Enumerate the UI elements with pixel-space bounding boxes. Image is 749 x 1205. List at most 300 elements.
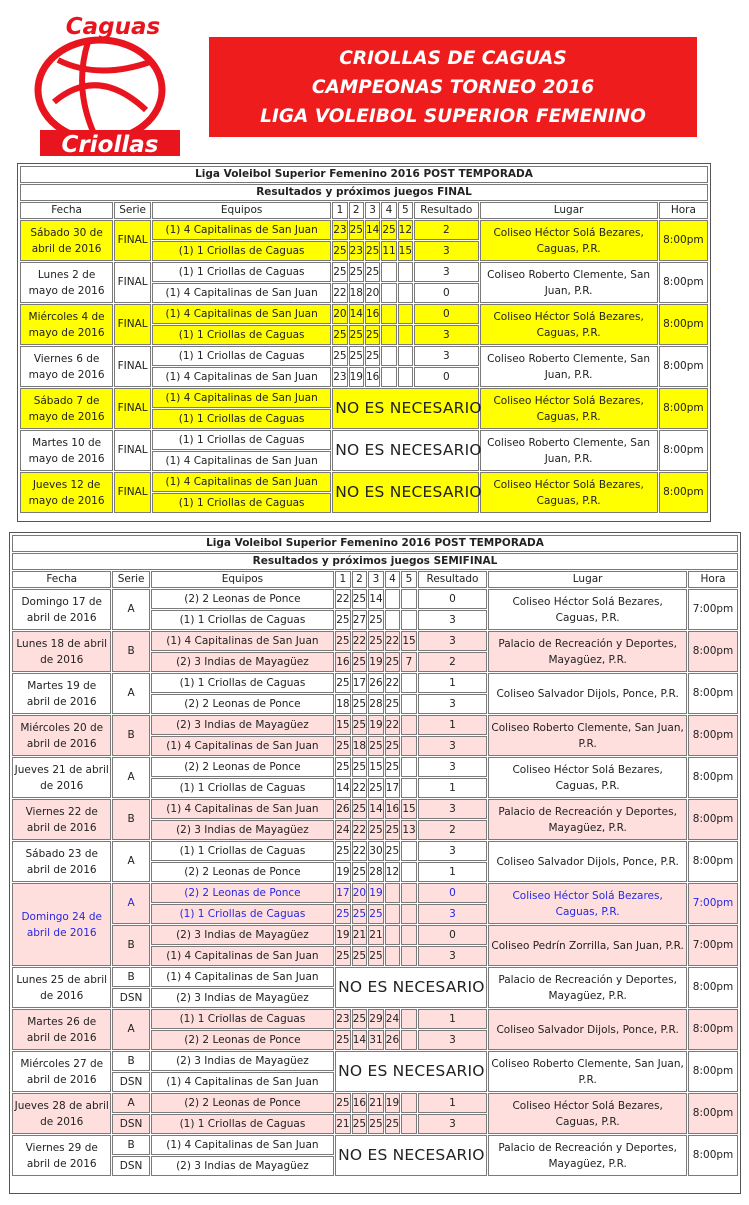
table-row (12, 589, 738, 609)
table-row (20, 220, 708, 240)
set-score: 14 (365, 220, 380, 240)
not-necessary-label: NO ES NECESARIO (332, 430, 478, 471)
team-name: (1) 1 Criollas de Caguas (151, 673, 334, 693)
team-name: (1) 4 Capitalinas de San Juan (151, 736, 334, 756)
set-score (401, 589, 417, 609)
team-name: (1) 4 Capitalinas de San Juan (151, 967, 334, 987)
final-subtitle: Resultados y próximos juegos FINAL (20, 184, 708, 201)
game-series: A (112, 757, 149, 798)
set-score: 21 (352, 925, 368, 945)
set-score: 25 (349, 325, 364, 345)
set-score: 25 (352, 862, 368, 882)
venue: Coliseo Roberto Clemente, San Juan, P.R. (488, 1051, 687, 1092)
col-equipos: Equipos (152, 202, 331, 219)
game-series: A (112, 589, 149, 630)
set-score (401, 1093, 417, 1113)
team-name: (1) 1 Criollas de Caguas (152, 493, 331, 513)
game-date: Lunes 18 de abril de 2016 (12, 631, 111, 672)
set-score: 25 (332, 325, 347, 345)
set-score (398, 325, 413, 345)
set-score (381, 346, 396, 366)
banner-line-3: LIGA VOLEIBOL SUPERIOR FEMENINO (260, 106, 646, 127)
match-result: 3 (418, 736, 487, 756)
match-result: 0 (414, 304, 479, 324)
table-row (12, 673, 738, 693)
set-score: 22 (352, 631, 368, 651)
game-series-dsn: DSN (112, 1072, 149, 1092)
logo-top-text: Caguas (65, 14, 161, 40)
match-result: 3 (418, 610, 487, 630)
venue: Coliseo Héctor Solá Bezares, Caguas, P.R. (480, 220, 658, 261)
set-score: 25 (365, 346, 380, 366)
team-name: (1) 1 Criollas de Caguas (151, 1009, 334, 1029)
game-time: 8:00pm (688, 757, 738, 798)
game-series-dsn: DSN (112, 1156, 149, 1176)
match-result: 3 (418, 1114, 487, 1134)
game-series: A (112, 673, 149, 714)
match-result: 3 (414, 241, 479, 261)
set-score: 22 (385, 631, 401, 651)
game-date: Viernes 22 de abril de 2016 (12, 799, 111, 840)
set-score (385, 925, 401, 945)
set-score: 14 (335, 778, 351, 798)
set-score: 25 (365, 262, 380, 282)
logo-bottom-text: Criollas (61, 132, 159, 158)
set-score (401, 673, 417, 693)
set-score: 25 (352, 946, 368, 966)
set-score: 25 (335, 610, 351, 630)
table-row (20, 388, 708, 408)
set-score: 25 (368, 610, 384, 630)
team-name: (2) 3 Indias de Mayagüez (151, 1051, 334, 1071)
set-score: 25 (381, 220, 396, 240)
game-time: 8:00pm (688, 673, 738, 714)
set-score: 25 (385, 736, 401, 756)
set-score: 25 (352, 1114, 368, 1134)
not-necessary-label: NO ES NECESARIO (332, 388, 478, 429)
set-score: 16 (365, 367, 380, 387)
table-row (12, 1093, 738, 1113)
game-series: B (112, 1051, 149, 1071)
team-name: (1) 4 Capitalinas de San Juan (151, 1135, 334, 1155)
team-name: (2) 2 Leonas de Ponce (151, 757, 334, 777)
set-score: 23 (349, 241, 364, 261)
set-score: 25 (385, 820, 401, 840)
team-name: (2) 2 Leonas de Ponce (151, 589, 334, 609)
set-score: 23 (332, 220, 347, 240)
set-score: 25 (349, 262, 364, 282)
set-score: 20 (352, 883, 368, 903)
set-score: 25 (368, 631, 384, 651)
col-set-2: 2 (352, 571, 368, 588)
set-score: 30 (368, 841, 384, 861)
team-name: (1) 4 Capitalinas de San Juan (152, 451, 331, 471)
game-date: Lunes 2 de mayo de 2016 (20, 262, 113, 303)
col-set-5: 5 (401, 571, 417, 588)
venue: Coliseo Salvador Dijols, Ponce, P.R. (488, 673, 687, 714)
set-score: 25 (385, 757, 401, 777)
set-score: 25 (352, 694, 368, 714)
set-score (401, 946, 417, 966)
set-score (385, 946, 401, 966)
set-score (401, 715, 417, 735)
set-score: 19 (368, 883, 384, 903)
banner-line-1: CRIOLLAS DE CAGUAS (339, 48, 567, 69)
set-score (381, 304, 396, 324)
set-score (401, 1030, 417, 1050)
match-result: 0 (418, 925, 487, 945)
set-score: 16 (385, 799, 401, 819)
match-result: 1 (418, 862, 487, 882)
set-score: 21 (368, 925, 384, 945)
game-time: 8:00pm (688, 799, 738, 840)
col-set-2: 2 (349, 202, 364, 219)
set-score: 25 (385, 694, 401, 714)
set-score: 25 (368, 1114, 384, 1134)
col-resultado: Resultado (414, 202, 479, 219)
col-set-3: 3 (365, 202, 380, 219)
table-row (12, 1051, 738, 1071)
table-row (12, 925, 738, 945)
set-score (398, 283, 413, 303)
game-date: Sábado 30 de abril de 2016 (20, 220, 113, 261)
team-name: (1) 4 Capitalinas de San Juan (152, 220, 331, 240)
venue: Coliseo Héctor Solá Bezares, Caguas, P.R. (480, 304, 658, 345)
table-row (12, 715, 738, 735)
venue: Coliseo Héctor Solá Bezares, Caguas, P.R. (488, 883, 687, 924)
table-row (12, 799, 738, 819)
venue: Palacio de Recreación y Deportes, Mayagüez, P.R. (488, 1135, 687, 1176)
set-score: 22 (335, 589, 351, 609)
game-date: Domingo 24 de abril de 2016 (12, 883, 111, 966)
col-equipos: Equipos (151, 571, 334, 588)
set-score: 14 (368, 799, 384, 819)
table-row (12, 1135, 738, 1155)
set-score: 25 (352, 715, 368, 735)
team-name: (2) 3 Indias de Mayagüez (151, 652, 334, 672)
set-score: 19 (385, 1093, 401, 1113)
game-date: Miércoles 20 de abril de 2016 (12, 715, 111, 756)
venue: Coliseo Pedrín Zorrilla, San Juan, P.R. (488, 925, 687, 966)
table-row (12, 757, 738, 777)
match-result: 3 (414, 346, 479, 366)
set-score (401, 862, 417, 882)
game-time: 8:00pm (688, 1093, 738, 1134)
game-time: 8:00pm (659, 262, 708, 303)
game-time: 8:00pm (659, 388, 708, 429)
set-score: 25 (335, 841, 351, 861)
match-result: 3 (418, 694, 487, 714)
set-score (385, 883, 401, 903)
set-score: 25 (335, 1093, 351, 1113)
set-score: 11 (381, 241, 396, 261)
team-name: (1) 1 Criollas de Caguas (151, 841, 334, 861)
set-score: 16 (335, 652, 351, 672)
set-score: 25 (368, 904, 384, 924)
set-score: 19 (349, 367, 364, 387)
game-date: Domingo 17 de abril de 2016 (12, 589, 111, 630)
team-name: (2) 3 Indias de Mayagüez (151, 988, 334, 1008)
venue: Palacio de Recreación y Deportes, Mayagüez, P.R. (488, 799, 687, 840)
match-result: 0 (414, 283, 479, 303)
set-score: 25 (352, 904, 368, 924)
not-necessary-label: NO ES NECESARIO (335, 1135, 487, 1176)
set-score (401, 841, 417, 861)
set-score (401, 883, 417, 903)
set-score: 15 (335, 715, 351, 735)
game-series: FINAL (114, 262, 151, 303)
set-score: 22 (385, 715, 401, 735)
match-result: 1 (418, 1009, 487, 1029)
set-score: 25 (349, 346, 364, 366)
set-score: 7 (401, 652, 417, 672)
game-date: Jueves 12 de mayo de 2016 (20, 472, 113, 513)
set-score: 25 (368, 946, 384, 966)
set-score: 29 (368, 1009, 384, 1029)
set-score: 27 (352, 610, 368, 630)
set-score: 14 (368, 589, 384, 609)
set-score: 19 (335, 925, 351, 945)
semifinal-schedule-table (11, 534, 739, 1177)
col-hora: Hora (659, 202, 708, 219)
set-score: 28 (368, 694, 384, 714)
team-name: (1) 4 Capitalinas de San Juan (151, 1072, 334, 1092)
set-score (401, 694, 417, 714)
game-time: 8:00pm (688, 967, 738, 1008)
set-score: 25 (352, 799, 368, 819)
game-series: B (112, 967, 149, 987)
team-name: (1) 4 Capitalinas de San Juan (151, 799, 334, 819)
venue: Palacio de Recreación y Deportes, Mayagüez, P.R. (488, 967, 687, 1008)
game-series: FINAL (114, 472, 151, 513)
game-series-dsn: DSN (112, 988, 149, 1008)
set-score: 21 (335, 1114, 351, 1134)
game-date: Martes 19 de abril de 2016 (12, 673, 111, 714)
team-name: (1) 1 Criollas de Caguas (152, 325, 331, 345)
volleyball-icon (38, 40, 162, 140)
team-name: (2) 3 Indias de Mayagüez (151, 1156, 334, 1176)
team-name: (1) 1 Criollas de Caguas (152, 262, 331, 282)
set-score: 25 (368, 736, 384, 756)
set-score (398, 367, 413, 387)
set-score (381, 262, 396, 282)
set-score: 17 (335, 883, 351, 903)
team-name: (1) 4 Capitalinas de San Juan (151, 946, 334, 966)
venue: Coliseo Héctor Solá Bezares, Caguas, P.R. (480, 472, 658, 513)
match-result: 3 (418, 841, 487, 861)
venue: Coliseo Héctor Solá Bezares, Caguas, P.R. (488, 589, 687, 630)
team-name: (2) 2 Leonas de Ponce (151, 694, 334, 714)
match-result: 1 (418, 1093, 487, 1113)
set-score: 18 (352, 736, 368, 756)
set-score: 17 (352, 673, 368, 693)
venue: Coliseo Salvador Dijols, Ponce, P.R. (488, 1009, 687, 1050)
set-score: 25 (368, 820, 384, 840)
match-result: 1 (418, 715, 487, 735)
final-schedule-panel (17, 163, 711, 522)
team-name: (1) 4 Capitalinas de San Juan (152, 472, 331, 492)
game-time: 8:00pm (688, 631, 738, 672)
venue: Coliseo Héctor Solá Bezares, Caguas, P.R. (480, 388, 658, 429)
game-date: Miércoles 4 de mayo de 2016 (20, 304, 113, 345)
set-score: 25 (332, 241, 347, 261)
set-score: 19 (368, 715, 384, 735)
table-row (20, 346, 708, 366)
set-score: 31 (368, 1030, 384, 1050)
final-schedule-table (19, 165, 709, 514)
game-time: 8:00pm (688, 1051, 738, 1092)
match-result: 1 (418, 673, 487, 693)
game-date: Viernes 6 de mayo de 2016 (20, 346, 113, 387)
set-score (398, 304, 413, 324)
set-score: 25 (385, 652, 401, 672)
set-score: 25 (365, 325, 380, 345)
col-set-4: 4 (385, 571, 401, 588)
set-score: 25 (332, 262, 347, 282)
set-score (385, 589, 401, 609)
set-score: 25 (352, 757, 368, 777)
set-score: 25 (335, 673, 351, 693)
team-name: (1) 4 Capitalinas de San Juan (152, 388, 331, 408)
not-necessary-label: NO ES NECESARIO (335, 1051, 487, 1092)
set-score: 16 (365, 304, 380, 324)
set-score (381, 283, 396, 303)
venue: Palacio de Recreación y Deportes, Mayagüez, P.R. (488, 631, 687, 672)
team-name: (2) 3 Indias de Mayagüez (151, 925, 334, 945)
set-score: 19 (335, 862, 351, 882)
col-set-1: 1 (335, 571, 351, 588)
game-date: Lunes 25 de abril de 2016 (12, 967, 111, 1008)
banner-line-2: CAMPEONAS TORNEO 2016 (311, 77, 595, 98)
set-score: 14 (349, 304, 364, 324)
game-date: Miércoles 27 de abril de 2016 (12, 1051, 111, 1092)
set-score: 26 (368, 673, 384, 693)
set-score (381, 325, 396, 345)
set-score: 15 (398, 241, 413, 261)
set-score: 22 (385, 673, 401, 693)
team-name: (1) 1 Criollas de Caguas (151, 778, 334, 798)
set-score: 25 (332, 346, 347, 366)
table-row (20, 304, 708, 324)
table-row (12, 631, 738, 651)
set-score: 21 (368, 1093, 384, 1113)
team-name: (1) 4 Capitalinas de San Juan (152, 367, 331, 387)
semifinal-subtitle: Resultados y próximos juegos SEMIFINAL (12, 553, 738, 570)
set-score: 14 (352, 1030, 368, 1050)
not-necessary-label: NO ES NECESARIO (332, 472, 478, 513)
game-time: 8:00pm (688, 715, 738, 756)
col-lugar: Lugar (488, 571, 687, 588)
game-time: 8:00pm (688, 841, 738, 882)
game-date: Sábado 7 de mayo de 2016 (20, 388, 113, 429)
venue: Coliseo Roberto Clemente, San Juan, P.R. (480, 430, 658, 471)
game-series: FINAL (114, 388, 151, 429)
game-series: B (112, 1135, 149, 1155)
set-score (401, 757, 417, 777)
set-score: 24 (385, 1009, 401, 1029)
match-result: 0 (418, 589, 487, 609)
table-row (20, 262, 708, 282)
team-name: (2) 2 Leonas de Ponce (151, 1093, 334, 1113)
game-series: A (112, 1009, 149, 1050)
not-necessary-label: NO ES NECESARIO (335, 967, 487, 1008)
venue: Coliseo Roberto Clemente, San Juan, P.R. (488, 715, 687, 756)
venue: Coliseo Salvador Dijols, Ponce, P.R. (488, 841, 687, 882)
game-series: FINAL (114, 430, 151, 471)
set-score (401, 904, 417, 924)
venue: Coliseo Roberto Clemente, San Juan, P.R. (480, 346, 658, 387)
game-time: 8:00pm (659, 430, 708, 471)
set-score (381, 367, 396, 387)
semifinal-schedule-panel (9, 532, 741, 1194)
game-time: 8:00pm (659, 472, 708, 513)
game-series: A (112, 883, 149, 924)
final-title: Liga Voleibol Superior Femenino 2016 POST TEMPORADA (20, 166, 708, 183)
set-score: 25 (385, 841, 401, 861)
game-series: FINAL (114, 220, 151, 261)
set-score: 15 (368, 757, 384, 777)
game-date: Martes 26 de abril de 2016 (12, 1009, 111, 1050)
set-score (401, 925, 417, 945)
game-time: 8:00pm (659, 346, 708, 387)
team-name: (1) 1 Criollas de Caguas (151, 610, 334, 630)
team-name: (2) 2 Leonas de Ponce (151, 1030, 334, 1050)
col-hora: Hora (688, 571, 738, 588)
set-score: 20 (332, 304, 347, 324)
game-time: 8:00pm (688, 1135, 738, 1176)
set-score: 26 (385, 1030, 401, 1050)
table-row (12, 967, 738, 987)
team-name: (1) 1 Criollas de Caguas (152, 346, 331, 366)
team-name: (2) 2 Leonas de Ponce (151, 883, 334, 903)
venue: Coliseo Roberto Clemente, San Juan, P.R. (480, 262, 658, 303)
col-resultado: Resultado (418, 571, 487, 588)
set-score (401, 1009, 417, 1029)
set-score: 28 (368, 862, 384, 882)
team-name: (2) 3 Indias de Mayagüez (151, 820, 334, 840)
table-row (12, 1009, 738, 1029)
game-time: 8:00pm (659, 304, 708, 345)
set-score (401, 736, 417, 756)
set-score: 12 (398, 220, 413, 240)
game-time: 7:00pm (688, 589, 738, 630)
team-name: (1) 4 Capitalinas de San Juan (152, 304, 331, 324)
col-set-3: 3 (368, 571, 384, 588)
col-set-5: 5 (398, 202, 413, 219)
set-score: 25 (335, 1030, 351, 1050)
game-date: Martes 10 de mayo de 2016 (20, 430, 113, 471)
set-score: 20 (365, 283, 380, 303)
set-score (401, 778, 417, 798)
game-series-dsn: DSN (112, 1114, 149, 1134)
game-date: Jueves 28 de abril de 2016 (12, 1093, 111, 1134)
table-row (12, 841, 738, 861)
game-series: B (112, 925, 149, 966)
set-score: 23 (335, 1009, 351, 1029)
match-result: 3 (418, 631, 487, 651)
game-series: A (112, 1093, 149, 1113)
set-score: 23 (332, 367, 347, 387)
set-score: 18 (335, 694, 351, 714)
table-row (12, 883, 738, 903)
set-score (398, 262, 413, 282)
col-serie: Serie (114, 202, 151, 219)
set-score: 16 (352, 1093, 368, 1113)
set-score (401, 610, 417, 630)
game-time: 8:00pm (659, 220, 708, 261)
game-date: Jueves 21 de abril de 2016 (12, 757, 111, 798)
set-score: 22 (352, 820, 368, 840)
